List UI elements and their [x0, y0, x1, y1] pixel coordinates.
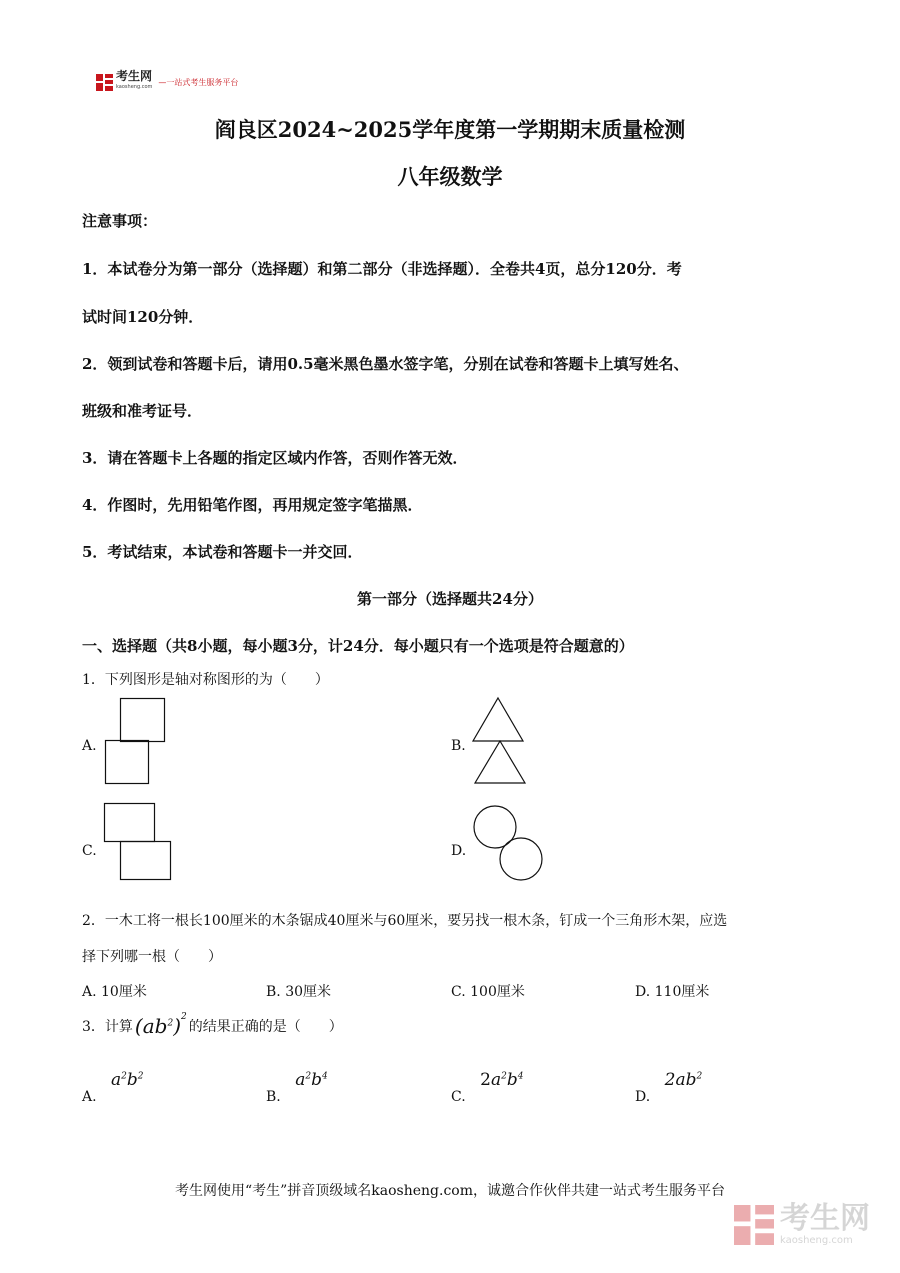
notice-line: 5．考试结束，本试卷和答题卡一并交回．	[82, 543, 363, 561]
watermark	[734, 1203, 870, 1246]
q1-option-a-figure	[100, 696, 170, 786]
section-heading: 一、选择题（共8小题，每小题3分，计24分．每小题只有一个选项是符合题意的）	[82, 637, 634, 655]
watermark-domain: kaosheng.com	[780, 1235, 853, 1246]
kaosheng-watermark-icon	[734, 1205, 774, 1245]
q1-option-b-label: B.	[451, 738, 466, 754]
q1-option-d-label: D.	[451, 843, 467, 859]
notice-line: 试时间120分钟．	[82, 308, 204, 326]
notice-line: 3．请在答题卡上各题的指定区域内作答，否则作答无效．	[82, 449, 468, 467]
q2-option-a: A. 10厘米	[82, 984, 147, 1000]
q3-option-a: A. $a^2b^2$	[82, 1070, 144, 1105]
page-subtitle: 八年级数学	[397, 164, 503, 189]
q1-option-c-figure	[100, 800, 175, 885]
q3-expression: $(ab^2)^2$	[134, 1012, 187, 1038]
q2-stem: 择下列哪一根（ ）	[82, 949, 222, 965]
page-title: 阎良区2024~2025学年度第一学期期末质量检测	[214, 117, 686, 142]
q2-option-d: D. 110厘米	[635, 984, 710, 1000]
part1-heading: 第一部分（选择题共24分）	[357, 590, 543, 608]
q1-option-d-figure	[470, 802, 550, 884]
q1-stem: 1．下列图形是轴对称图形的为（ ）	[82, 672, 329, 688]
logo-domain: kaosheng.com	[116, 84, 153, 90]
q1-option-c-label: C.	[82, 843, 97, 859]
notice-line: 4．作图时，先用铅笔作图，再用规定签字笔描黑．	[82, 496, 423, 514]
q1-option-b-figure	[470, 696, 530, 786]
q3-option-b: B. $a^2b^4$	[266, 1070, 328, 1105]
notice-heading: 注意事项：	[82, 212, 158, 230]
notice-line: 班级和准考证号．	[82, 402, 203, 420]
page-footer: 考生网使用“考生”拼音顶级域名kaosheng.com，诚邀合作伙伴共建一站式考生服务平台	[174, 1183, 726, 1199]
logo-name: 考生网	[116, 69, 153, 83]
q3-option-c: C. $2a^2b^4$	[451, 1070, 524, 1105]
q2-stem: 2．一木工将一根长100厘米的木条锯成40厘米与60厘米，要另找一根木条，钉成一个三角形木架，应选	[82, 913, 728, 929]
q1-option-a-label: A.	[82, 738, 97, 754]
q2-option-c: C. 100厘米	[451, 984, 525, 1000]
q3-stem: 3．计算 $(ab^2)^2$ 的结果正确的是（ ）	[82, 1012, 343, 1038]
notice-line: 2．领到试卷和答题卡后，请用0.5毫米黑色墨水签字笔，分别在试卷和答题卡上填写姓名、	[82, 355, 689, 373]
kaosheng-logo-icon	[96, 74, 113, 91]
logo-slogan: —一站式考生服务平台	[158, 77, 239, 87]
q2-option-b: B. 30厘米	[266, 984, 332, 1000]
watermark-name: 考生网	[780, 1201, 870, 1236]
notice-line: 1．本试卷分为第一部分（选择题）和第二部分（非选择题）．全卷共4页，总分120分．考	[82, 260, 682, 278]
q3-option-d: D. $2ab^2$	[635, 1070, 703, 1105]
header-logo	[96, 69, 239, 92]
